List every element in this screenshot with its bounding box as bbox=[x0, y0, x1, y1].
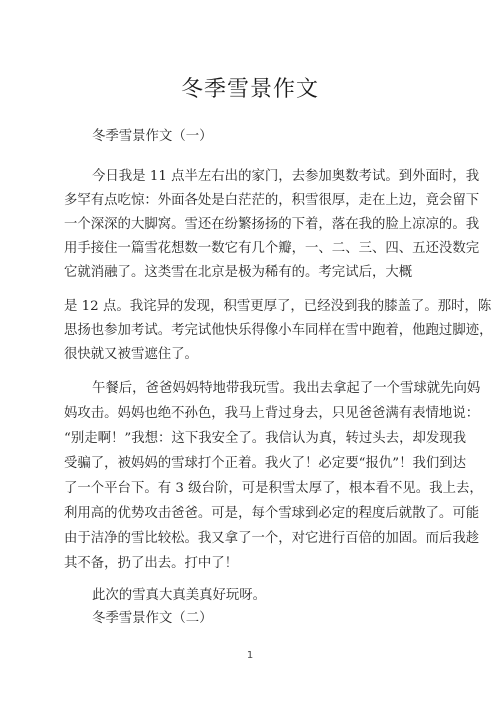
text-line: 用手接住一篇雪花想数一数它有几个瓣，一、二、三、四、五还没数完 bbox=[64, 241, 480, 256]
page-number: 1 bbox=[246, 650, 254, 661]
text-line: 多罕有点吃惊：外面各处是白茫茫的，积雪很厚，走在上边，竟会留下 bbox=[64, 193, 480, 208]
text-line: 是 12 点。我诧异的发现，积雪更厚了，已经没到我的膝盖了。那时，陈 bbox=[64, 299, 492, 314]
text-line: 今日我是 11 点半左右出的家门，去参加奥数考试。到外面时，我 bbox=[92, 169, 480, 184]
text-line: 受骗了，被妈妈的雪球打个正着。我火了！必定要“报仇”！我们到达 bbox=[64, 456, 467, 471]
text-line: 思扬也参加考试。考完试他快乐得像小车同样在雪中跑着，他跑过脚迹， bbox=[64, 323, 493, 338]
text-line: 妈攻击。妈妈也绝不孙色，我马上背过身去，只见爸爸满有表情地说： bbox=[64, 406, 480, 421]
text-line: 利用高的优势攻击爸爸。可是，每个雪球到必定的程度后就散了。可能 bbox=[64, 506, 480, 521]
section-heading: 冬季雪景作文（一） bbox=[92, 129, 213, 144]
text-line: 午餐后，爸爸妈妈特地带我玩雪。我出去拿起了一个雪球就先向妈 bbox=[92, 381, 481, 396]
text-line: 此次的雪真大真美真好玩呀。 bbox=[92, 588, 267, 603]
text-line: “别走啊！”我想：这下我安全了。我信认为真，转过头去，却发现我 bbox=[64, 431, 467, 446]
text-line: 其不备，扔了出去。打中了！ bbox=[64, 556, 239, 571]
text-line: 它就消融了。这类雪在北京是极为稀有的。考完试后，大概 bbox=[64, 265, 413, 280]
text-line: 了一个平台下。有 3 级台阶，可是积雪太厚了，根本看不见。我上去， bbox=[64, 481, 483, 496]
text-line: 一个深深的大脚窝。雪还在纷繁扬扬的下着，落在我的脸上凉凉的。我 bbox=[64, 217, 480, 232]
section-heading: 冬季雪景作文（二） bbox=[92, 611, 213, 626]
text-line: 由于洁净的雪比较松。我又拿了一个，对它进行百倍的加固。而后我趁 bbox=[64, 531, 480, 546]
page-title: 冬季雪景作文 bbox=[180, 77, 319, 102]
text-line: 很快就又被雪遮住了。 bbox=[64, 347, 198, 362]
